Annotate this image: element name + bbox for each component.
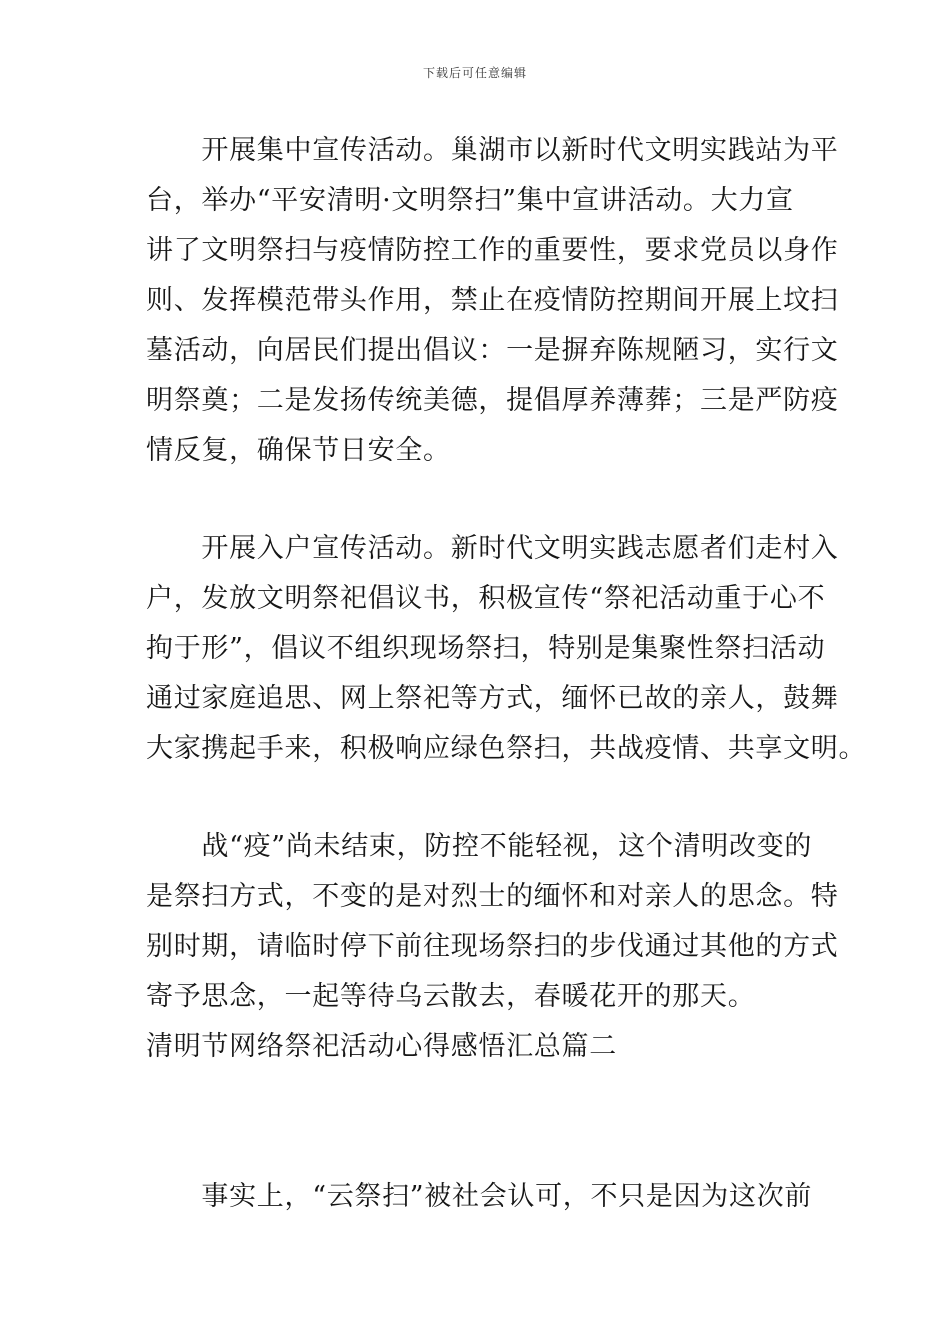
- page-header-note: 下载后可任意编辑: [422, 66, 527, 80]
- paragraph-line: 拘于形”，倡议不组织现场祭扫，特别是集聚性祭扫活动: [146, 633, 826, 664]
- paragraph-line: 情反复，确保节日安全。: [146, 435, 451, 466]
- paragraph-line: 台，举办“平安清明·文明祭扫”集中宣讲活动。大力宣: [146, 185, 794, 216]
- paragraph-line: 别时期，请临时停下前往现场祭扫的步伐通过其他的方式: [146, 931, 839, 962]
- paragraph-line: 开展集中宣传活动。巢湖市以新时代文明实践站为平: [146, 135, 839, 166]
- paragraph-line: 寄予思念，一起等待乌云散去，春暖花开的那天。: [146, 981, 756, 1012]
- paragraph-line: 是祭扫方式，不变的是对烈士的缅怀和对亲人的思念。特: [146, 881, 839, 912]
- paragraph-line: 通过家庭追思、网上祭祀等方式，缅怀已故的亲人，鼓舞: [146, 683, 839, 714]
- paragraph-line: 墓活动，向居民们提出倡议：一是摒弃陈规陋习，实行文: [146, 335, 839, 366]
- paragraph-line: 事实上，“云祭扫”被社会认可，不只是因为这次前: [146, 1181, 813, 1212]
- section-title: 清明节网络祭祀活动心得感悟汇总篇二: [146, 1031, 617, 1062]
- paragraph-line: 讲了文明祭扫与疫情防控工作的重要性，要求党员以身作: [146, 235, 839, 266]
- paragraph-line: 战“疫”尚未结束，防控不能轻视，这个清明改变的: [146, 831, 813, 862]
- paragraph-line: 明祭奠；二是发扬传统美德，提倡厚养薄葬；三是严防疫: [146, 385, 839, 416]
- paragraph-line: 户，发放文明祭祀倡议书，积极宣传“祭祀活动重于心不: [146, 583, 826, 614]
- paragraph-line: 开展入户宣传活动。新时代文明实践志愿者们走村入: [146, 533, 839, 564]
- paragraph-line: 大家携起手来，积极响应绿色祭扫，共战疫情、共享文明。: [146, 733, 867, 764]
- paragraph-line: 则、发挥模范带头作用，禁止在疫情防控期间开展上坟扫: [146, 285, 839, 316]
